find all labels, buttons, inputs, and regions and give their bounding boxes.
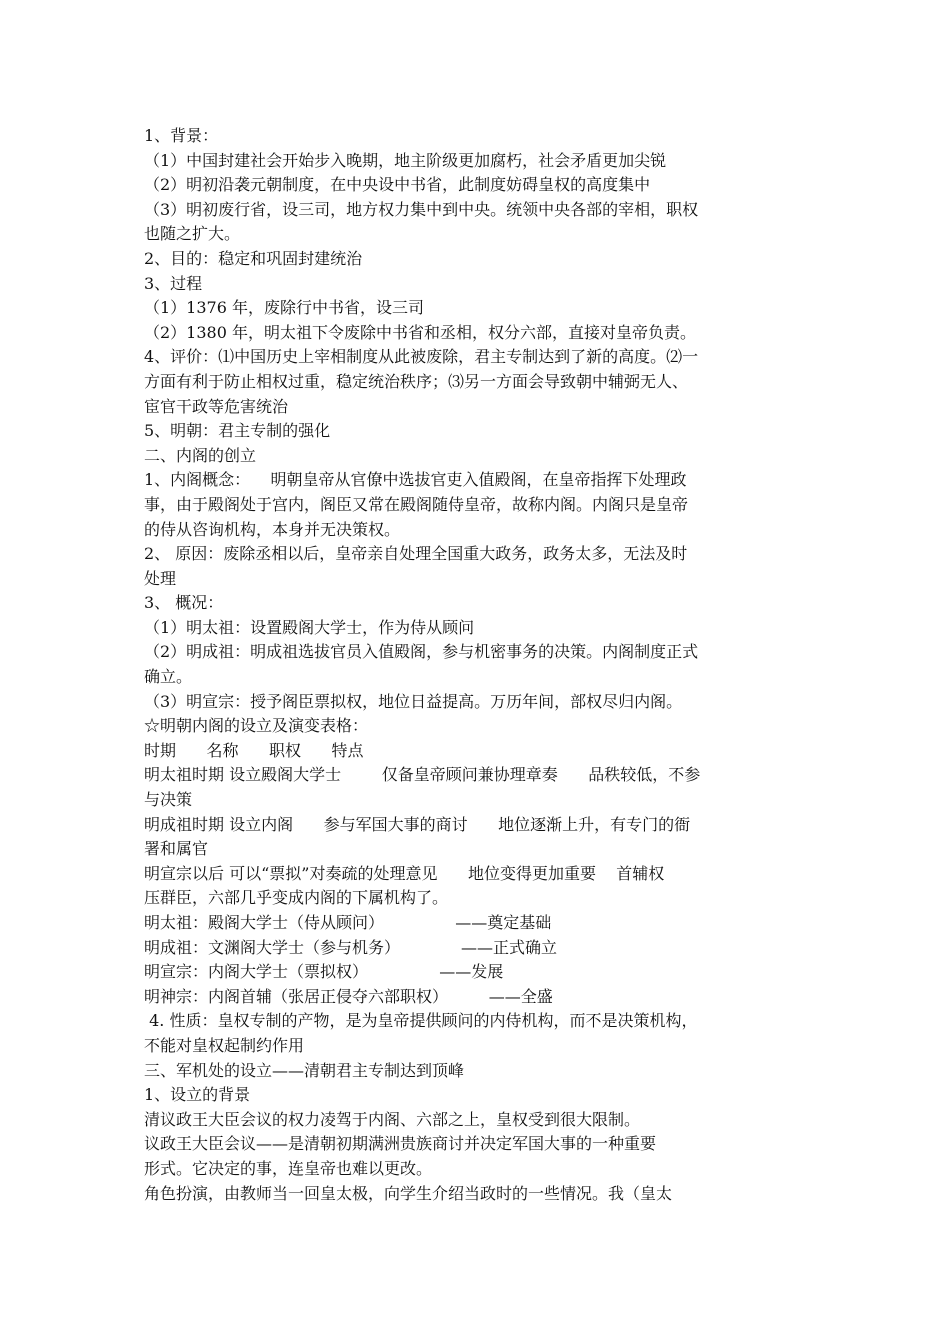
text-line: 与决策 — [144, 790, 193, 810]
text-line: 明成祖时期 设立内阁 参与军国大事的商讨 地位逐渐上升，有专门的衙 — [144, 814, 691, 834]
text-line: 确立。 — [144, 667, 193, 687]
text-line: 5、明朝：君主专制的强化 — [144, 421, 331, 441]
text-line: 议政王大臣会议——是清朝初期满洲贵族商讨并决定军国大事的一种重要 — [144, 1134, 657, 1154]
text-line: 明宣宗以后 可以“票拟”对奏疏的处理意见 地位变得更加重要 首辅权 — [144, 863, 665, 883]
text-line: 3、 概况： — [144, 593, 224, 613]
text-line: 2、 原因：废除丞相以后，皇帝亲自处理全国重大政务，政务太多，无法及时 — [144, 544, 688, 564]
text-line: （3）明初废行省，设三司，地方权力集中到中央。统领中央各部的宰相，职权 — [144, 199, 699, 219]
text-line: 明宣宗：内阁大学士（票拟权） ——发展 — [144, 962, 504, 982]
text-line: 明太祖时期 设立殿阁大学士 仅备皇帝顾问兼协理章奏 品秩较低，不参 — [144, 765, 701, 785]
text-line: 时期 名称 职权 特点 — [144, 740, 364, 760]
text-line: 署和属官 — [144, 839, 209, 859]
text-line: 二、内阁的创立 — [144, 445, 257, 465]
text-line: 明太祖：殿阁大学士（侍从顾问） ——奠定基础 — [144, 913, 552, 932]
text-line: 方面有利于防止相权过重，稳定统治秩序；⑶另一方面会导致朝中辅弼无人、 — [144, 371, 689, 391]
text-line: （2）明成祖：明成祖选拔官员入值殿阁，参与机密事务的决策。内阁制度正式 — [144, 642, 699, 662]
text-line: 明成祖：文渊阁大学士（参与机务） ——正式确立 — [144, 937, 558, 957]
text-line: 处理 — [144, 568, 177, 588]
text-line: （1）中国封建社会开始步入晚期，地主阶级更加腐朽，社会矛盾更加尖锐 — [144, 150, 667, 170]
text-line: 事，由于殿阁处于宫内，阁臣又常在殿阁随侍皇帝，故称内阁。内阁只是皇帝 — [144, 494, 689, 514]
text-line: 4、评价：⑴中国历史上宰相制度从此被废除，君主专制达到了新的高度。⑵一 — [144, 347, 699, 367]
text-line: 3、过程 — [144, 273, 203, 293]
text-line: 不能对皇权起制约作用 — [144, 1035, 305, 1055]
text-line: 的侍从咨询机构，本身并无决策权。 — [144, 519, 401, 539]
document-body — [144, 124, 779, 1206]
text-line: 明神宗：内阁首辅（张居正侵夺六部职权） ——全盛 — [144, 986, 553, 1006]
text-line: 三、军机处的设立——清朝君主专制达到顶峰 — [144, 1060, 465, 1080]
text-line: 1、设立的背景 — [144, 1085, 251, 1105]
text-line: 清议政王大臣会议的权力凌驾于内阁、六部之上，皇权受到很大限制。 — [144, 1109, 641, 1129]
text-line: （1）明太祖：设置殿阁大学士，作为侍从顾问 — [144, 617, 475, 637]
text-line: 也随之扩大。 — [144, 224, 241, 244]
text-line: ☆明朝内阁的设立及演变表格： — [144, 716, 369, 736]
text-line: 4. 性质：皇权专制的产物，是为皇帝提供顾问的内侍机构，而不是决策机构， — [144, 1011, 698, 1031]
text-line: 压群臣，六部几乎变成内阁的下属机构了。 — [144, 888, 449, 908]
text-line: 1、内阁概念： 明朝皇帝从官僚中选拔官吏入值殿阁，在皇帝指挥下处理政 — [144, 470, 687, 490]
text-line: （2）1380 年，明太祖下令废除中书省和丞相，权分六部，直接对皇帝负责。 — [144, 322, 696, 342]
text-line: 形式。它决定的事，连皇帝也难以更改。 — [144, 1158, 433, 1178]
text-line: 角色扮演，由教师当一回皇太极，向学生介绍当政时的一些情况。我（皇太 — [144, 1183, 673, 1203]
text-line: （2）明初沿袭元朝制度，在中央设中书省，此制度妨碍皇权的高度集中 — [144, 175, 651, 195]
text-line: （1）1376 年，废除行中书省，设三司 — [144, 298, 424, 318]
text-line: （3）明宣宗：授予阁臣票拟权，地位日益提高。万历年间，部权尽归内阁。 — [144, 691, 683, 711]
text-line: 1、背景： — [144, 126, 219, 145]
text-line: 宦官干政等危害统治 — [144, 396, 289, 416]
text-line: 2、目的：稳定和巩固封建统治 — [144, 248, 363, 268]
